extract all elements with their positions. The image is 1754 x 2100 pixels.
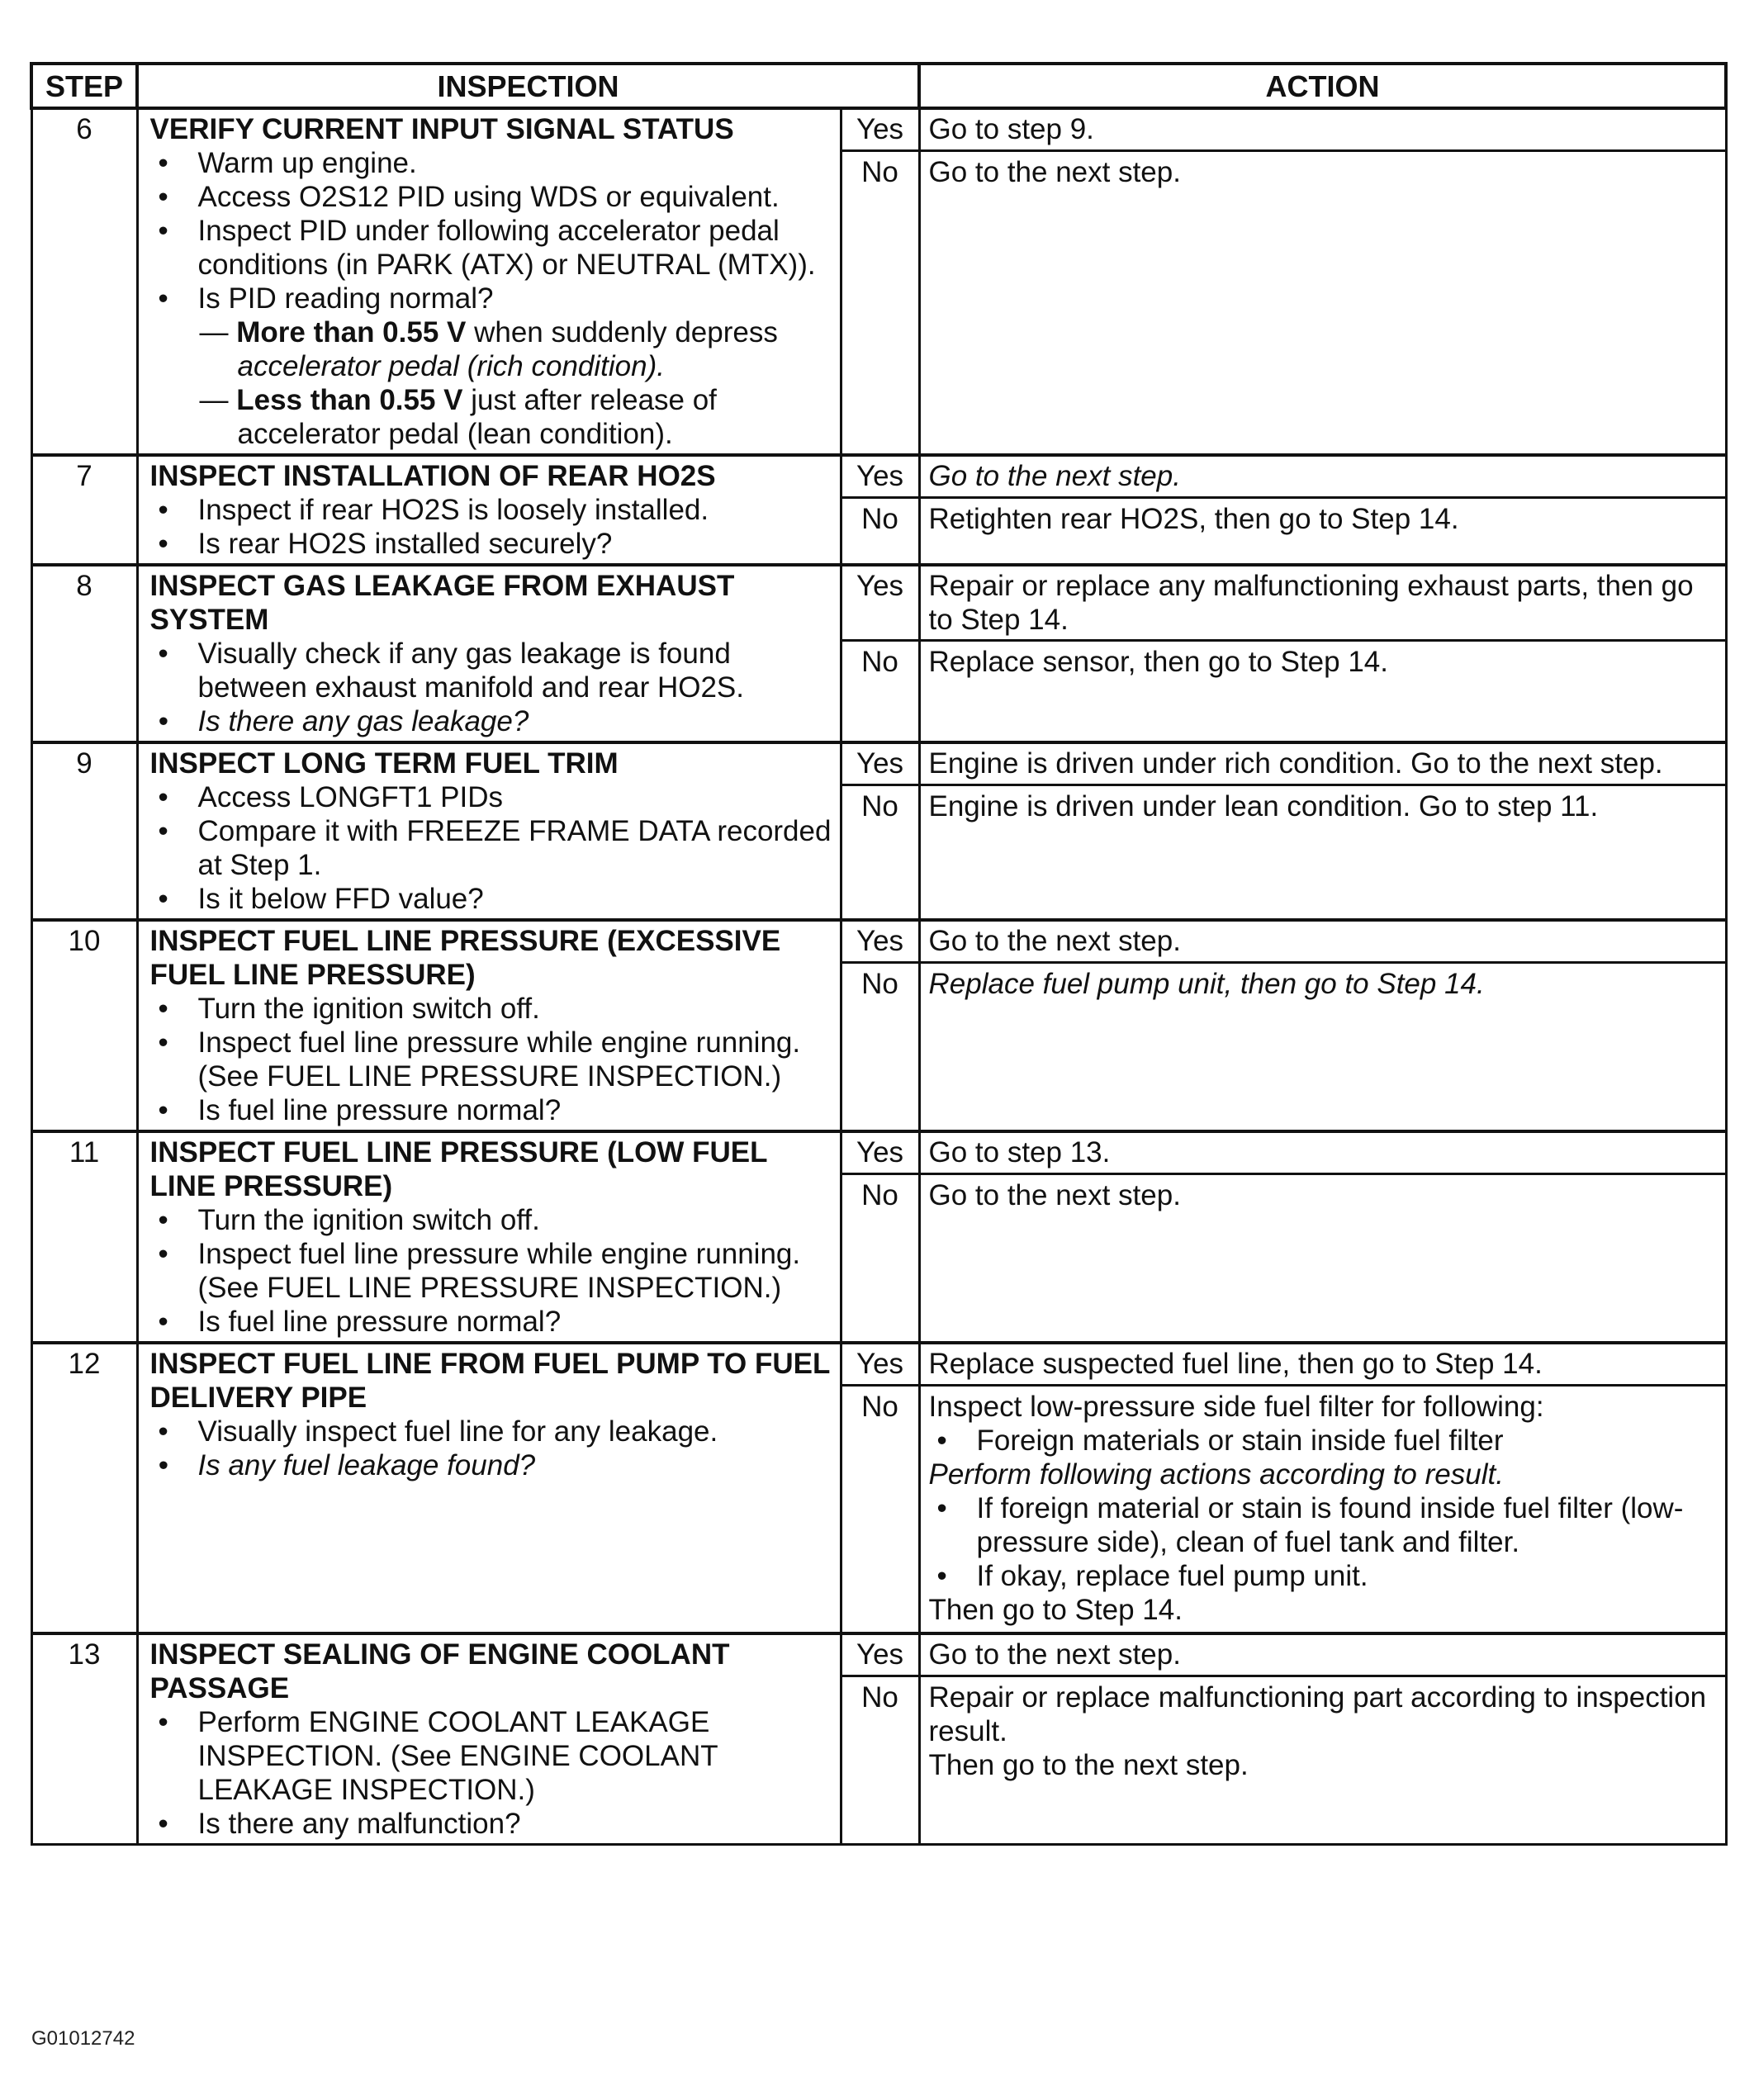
inspection-bullet: • Is there any gas leakage? [150,704,833,738]
inspection-sub-item: — Less than 0.55 V just after release of accelerator pedal (lean condition). [199,384,717,450]
header-row [31,64,1726,108]
inspection-bullet: • Inspect PID under following accelerator pedal conditions (in PARK (ATX) or NEUTRAL (MTX)). [150,214,833,282]
inspection-title: INSPECT FUEL LINE PRESSURE (EXCESSIVE FUEL LINE PRESSURE) [149,925,781,991]
inspection-column-header: INSPECTION [137,64,919,108]
no-label: No [841,963,919,1132]
inspection-title: INSPECT SEALING OF ENGINE COOLANT PASSAGE [149,1638,730,1704]
inspection-bullet: • Perform ENGINE COOLANT LEAKAGE INSPECTION. (See ENGINE COOLANT LEAKAGE INSPECTION.) [150,1705,833,1807]
diagnostic-procedure-table [30,62,1728,1846]
action-column-header: ACTION [919,64,1726,108]
yes-action: Engine is driven under rich condition. Go to the next step. [919,742,1726,785]
step-7-inspection [137,455,841,565]
yes-action: Go to the next step. [919,455,1726,498]
step-11-yes-row [31,1131,1726,1174]
action-then: Then go to Step 14. [928,1594,1183,1626]
no-action [919,1386,1726,1634]
step-7-yes-row [31,455,1726,498]
step-12-inspection [137,1343,841,1633]
step-13-inspection [137,1633,841,1845]
no-label: No [841,1386,919,1634]
inspection-title: VERIFY CURRENT INPUT SIGNAL STATUS [149,113,734,145]
no-label: No [841,1174,919,1344]
inspection-bullet: • Is rear HO2S installed securely? [150,527,833,561]
no-action: Replace sensor, then go to Step 14. [919,641,1726,743]
step-8-inspection [137,565,841,742]
inspection-bullet: • Turn the ignition switch off. [150,1203,833,1237]
no-action: Go to the next step. [919,1174,1726,1344]
step-9-yes-row [31,742,1726,785]
no-action [919,1676,1726,1845]
inspection-title: INSPECT GAS LEAKAGE FROM EXHAUST SYSTEM [149,570,735,636]
yes-action: Go to the next step. [919,1633,1726,1676]
step-10-inspection [137,920,841,1131]
step-number: 12 [31,1343,137,1633]
no-action: Go to the next step. [919,151,1726,456]
inspection-bullet: • Is any fuel leakage found? [150,1448,833,1482]
inspection-title: INSPECT FUEL LINE PRESSURE (LOW FUEL LINE PRESSURE) [149,1136,767,1202]
step-8-yes-row [31,565,1726,641]
step-column-header: STEP [31,64,137,108]
inspection-sub-item: — More than 0.55 V when suddenly depress accelerator pedal (rich condition). [199,316,778,382]
yes-action: Go to step 9. [919,108,1726,151]
inspection-bullet: • Warm up engine. [150,146,833,180]
action-line: Then go to the next step. [928,1749,1249,1781]
step-6-yes-row [31,108,1726,151]
yes-label: Yes [841,920,919,963]
no-label: No [841,498,919,566]
inspection-bullet: • Turn the ignition switch off. [150,992,833,1026]
no-action: Replace fuel pump unit, then go to Step 14. [919,963,1726,1132]
figure-code: G01012742 [31,2027,135,2050]
inspection-bullet: • Is it below FFD value? [150,882,833,916]
inspection-title: INSPECT LONG TERM FUEL TRIM [149,747,619,780]
step-number: 10 [31,920,137,1131]
no-action: Retighten rear HO2S, then go to Step 14. [919,498,1726,566]
inspection-bullet: • Is fuel line pressure normal? [150,1093,833,1127]
step-6-inspection [137,108,841,455]
inspection-bullet: • Visually check if any gas leakage is found between exhaust manifold and rear HO2S. [150,637,833,704]
step-number: 9 [31,742,137,920]
step-13-yes-row [31,1633,1726,1676]
action-note: Perform following actions according to result. [928,1458,1504,1491]
no-label: No [841,641,919,743]
inspection-bullet: • Is fuel line pressure normal? [150,1305,833,1339]
inspection-bullet: • Visually inspect fuel line for any leakage. [150,1415,833,1448]
inspection-bullet: • Is PID reading normal? [150,282,833,315]
yes-label: Yes [841,1633,919,1676]
step-number: 11 [31,1131,137,1343]
yes-action: Go to the next step. [919,920,1726,963]
action-bullet: • If foreign material or stain is found inside fuel filter (low-pressure side), clean of fuel tank and filter. [929,1491,1717,1559]
yes-action: Repair or replace any malfunctioning exhaust parts, then go to Step 14. [919,565,1726,641]
yes-label: Yes [841,1131,919,1174]
step-11-inspection [137,1131,841,1343]
inspection-bullet: • Access O2S12 PID using WDS or equivalent. [150,180,833,214]
inspection-title: INSPECT FUEL LINE FROM FUEL PUMP TO FUEL DELIVERY PIPE [149,1348,830,1414]
action-bullet: • Foreign materials or stain inside fuel filter [929,1424,1717,1458]
yes-label: Yes [841,565,919,641]
inspection-bullet: • Is there any malfunction? [150,1807,833,1841]
step-number: 8 [31,565,137,742]
no-label: No [841,785,919,921]
inspection-bullet: • Compare it with FREEZE FRAME DATA recorded at Step 1. [150,814,833,882]
action-intro: Inspect low-pressure side fuel filter for following: [928,1391,1544,1423]
yes-label: Yes [841,108,919,151]
inspection-bullet: • Inspect if rear HO2S is loosely installed. [150,493,833,527]
step-10-yes-row [31,920,1726,963]
action-line: Repair or replace malfunctioning part according to inspection result. [928,1681,1707,1747]
inspection-bullet: • Inspect fuel line pressure while engine running. (See FUEL LINE PRESSURE INSPECTION.) [150,1237,833,1305]
yes-action: Go to step 13. [919,1131,1726,1174]
action-bullet: • If okay, replace fuel pump unit. [929,1559,1717,1593]
yes-label: Yes [841,1343,919,1386]
inspection-title: INSPECT INSTALLATION OF REAR HO2S [149,460,716,492]
no-action: Engine is driven under lean condition. Go to step 11. [919,785,1726,921]
inspection-bullet: • Inspect fuel line pressure while engine running. (See FUEL LINE PRESSURE INSPECTION.) [150,1026,833,1093]
step-12-yes-row [31,1343,1726,1386]
no-label: No [841,1676,919,1845]
step-number: 6 [31,108,137,455]
yes-action: Replace suspected fuel line, then go to Step 14. [919,1343,1726,1386]
step-number: 7 [31,455,137,565]
yes-label: Yes [841,455,919,498]
yes-label: Yes [841,742,919,785]
inspection-bullet: • Access LONGFT1 PIDs [150,780,833,814]
step-9-inspection [137,742,841,920]
no-label: No [841,151,919,456]
step-number: 13 [31,1633,137,1845]
